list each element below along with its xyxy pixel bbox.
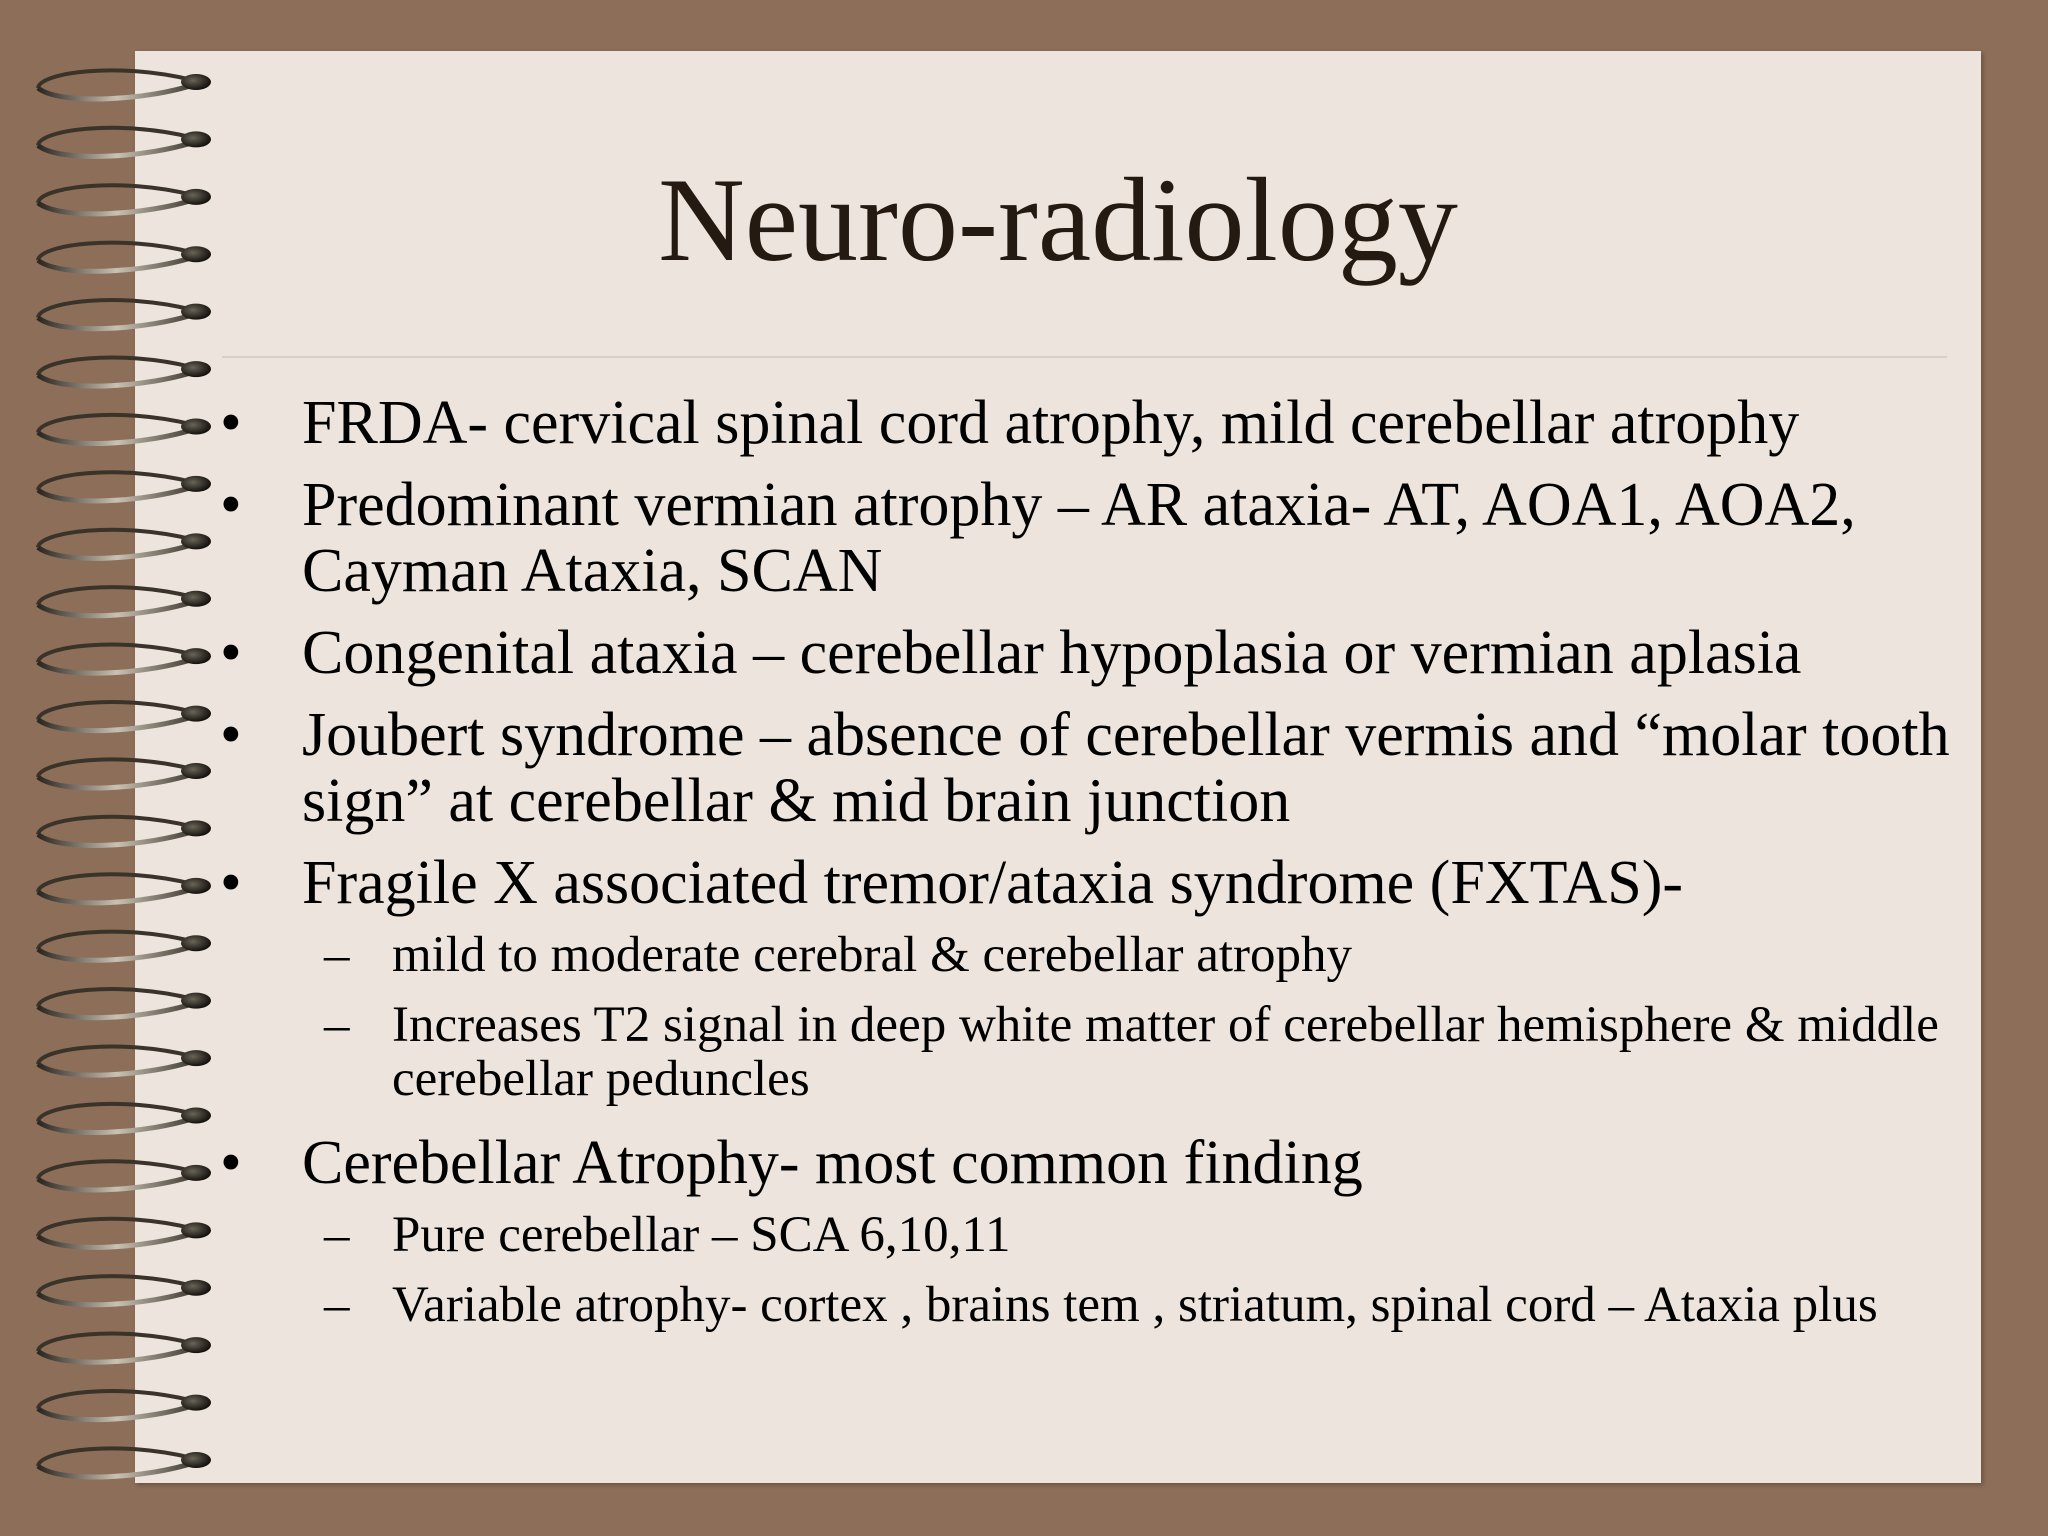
bullet-item: [220, 850, 1980, 916]
spiral-ring: [38, 472, 211, 501]
sub-item: [220, 1278, 1980, 1332]
spiral-ring: [38, 1448, 211, 1477]
bullet-text: Joubert syndrome – absence of cerebellar vermis and “molar tooth sign” at cerebellar & mid brain junction: [302, 701, 1950, 835]
bullet-mark: •: [220, 619, 242, 687]
sub-item: [220, 1208, 1980, 1262]
bullet-mark: •: [220, 849, 242, 917]
spiral-ring: [38, 1334, 211, 1363]
bullet-text: FRDA- cervical spinal cord atrophy, mild cerebellar atrophy: [302, 389, 1800, 457]
bullet-item: [220, 1130, 1980, 1196]
spiral-ring: [38, 1219, 211, 1248]
sub-text: mild to moderate cerebral & cerebellar atrophy: [392, 927, 1353, 983]
bullet-text: Cerebellar Atrophy- most common finding: [302, 1129, 1363, 1197]
bullet-item: [220, 472, 1980, 604]
bullet-mark: •: [220, 701, 242, 769]
bullet-text: Fragile X associated tremor/ataxia syndrome (FXTAS)-: [302, 849, 1684, 917]
spiral-ring: [38, 874, 211, 903]
spiral-ring: [38, 70, 211, 99]
sub-text: Pure cerebellar – SCA 6,10,11: [392, 1207, 1011, 1263]
spiral-ring: [38, 357, 211, 386]
bullet-text: Predominant vermian atrophy – AR ataxia- AT, AOA1, AOA2, Cayman Ataxia, SCAN: [302, 471, 1856, 605]
sub-mark: –: [324, 1207, 350, 1263]
bullet-list: [220, 390, 1980, 1356]
sub-mark: –: [324, 1277, 350, 1333]
sub-item: [220, 928, 1980, 982]
spiral-ring: [38, 759, 211, 788]
spiral-ring: [38, 415, 211, 444]
spiral-ring: [38, 300, 211, 329]
bullet-mark: •: [220, 389, 242, 457]
slide-title: Neuro-radiology: [658, 153, 1458, 286]
spiral-ring: [38, 1161, 211, 1190]
sub-text: Variable atrophy- cortex , brains tem , striatum, spinal cord – Ataxia plus: [392, 1277, 1878, 1333]
spiral-ring: [38, 932, 211, 961]
spiral-ring: [38, 530, 211, 559]
bullet-item: [220, 702, 1980, 834]
spiral-ring: [38, 587, 211, 616]
spiral-ring: [38, 1391, 211, 1420]
bullet-mark: •: [220, 1129, 242, 1197]
spiral-ring: [38, 645, 211, 674]
spiral-ring: [38, 1046, 211, 1075]
sub-mark: –: [324, 997, 350, 1053]
bullet-mark: •: [220, 471, 242, 539]
sub-mark: –: [324, 927, 350, 983]
spiral-ring: [38, 989, 211, 1018]
bullet-text: Congenital ataxia – cerebellar hypoplasia or vermian aplasia: [302, 619, 1802, 687]
spiral-ring: [38, 702, 211, 731]
bullet-item: [220, 390, 1980, 456]
spiral-ring: [38, 1276, 211, 1305]
spiral-ring: [38, 817, 211, 846]
sub-text: Increases T2 signal in deep white matter of cerebellar hemisphere & middle cerebellar peduncles: [392, 997, 1939, 1107]
sub-item: [220, 998, 1980, 1106]
bullet-item: [220, 620, 1980, 686]
sub-list: [220, 1208, 1980, 1332]
spiral-ring: [38, 1104, 211, 1133]
title-divider: [222, 356, 1947, 358]
sub-list: [220, 928, 1980, 1106]
